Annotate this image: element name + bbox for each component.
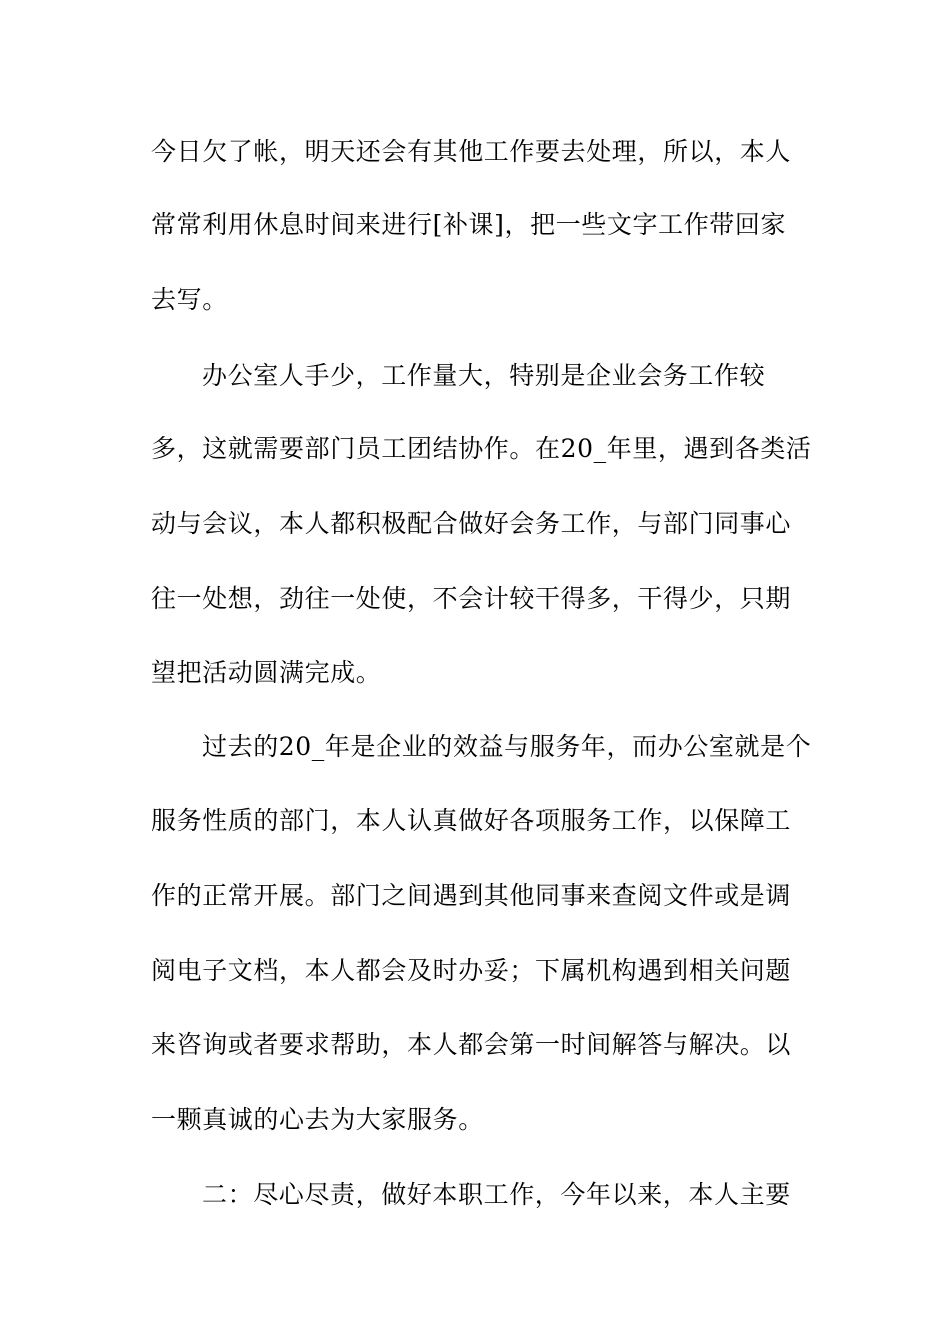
- paragraph-start-line: 办公室人手少，工作量大，特别是企业会务工作较: [202, 361, 766, 390]
- text-line: 往一处想，劲往一处使，不会计较干得多，干得少，只期: [151, 584, 792, 613]
- text-line: 常常利用休息时间来进行[补课]，把一些文字工作带回家: [151, 210, 787, 239]
- text-line: 一颗真诚的心去为大家服务。: [151, 1105, 484, 1134]
- text-line: 望把活动圆满完成。: [151, 658, 382, 687]
- text-line: 今日欠了帐，明天还会有其他工作要去处理，所以，本人: [151, 137, 792, 166]
- text-line: 多，这就需要部门员工团结协作。在20_年里，遇到各类活: [151, 434, 812, 463]
- paragraph-start-line: 过去的20_年是企业的效益与服务年，而办公室就是个: [202, 732, 812, 761]
- text-line: 来咨询或者要求帮助，本人都会第一时间解答与解决。以: [151, 1030, 792, 1059]
- text-line: 去写。: [151, 285, 228, 314]
- text-line: 服务性质的部门，本人认真做好各项服务工作，以保障工: [151, 806, 792, 835]
- text-line: 作的正常开展。部门之间遇到其他同事来查阅文件或是调: [151, 881, 792, 910]
- paragraph-start-line: 二：尽心尽责，做好本职工作，今年以来，本人主要: [202, 1180, 791, 1209]
- text-line: 阅电子文档，本人都会及时办妥；下属机构遇到相关问题: [151, 956, 792, 985]
- text-line: 动与会议，本人都积极配合做好会务工作，与部门同事心: [151, 509, 792, 538]
